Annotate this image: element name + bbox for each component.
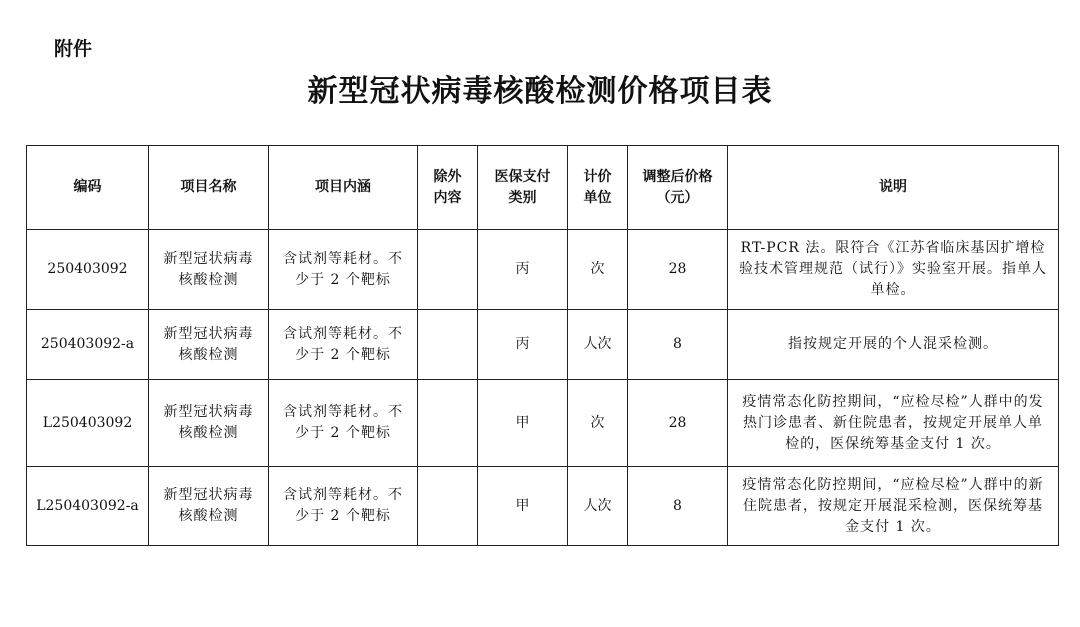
table-row [27, 467, 1059, 546]
code-cell: 250403092 [27, 230, 149, 310]
header-insurance-category: 医保支付 类别 [478, 146, 568, 230]
item-name-cell: 新型冠状病毒核酸检测 [149, 380, 269, 467]
header-unit: 计价 单位 [568, 146, 628, 230]
item-content-cell: 含试剂等耗材。不少于 2 个靶标 [269, 467, 418, 546]
description-cell: RT-PCR 法。限符合《江苏省临床基因扩增检验技术管理规范（试行）》实验室开展。指单人单检。 [728, 230, 1059, 310]
exclusion-cell [418, 310, 478, 380]
header-adjusted-price: 调整后价格 （元） [628, 146, 728, 230]
code-cell: L250403092-a [27, 467, 149, 546]
header-code: 编码 [27, 146, 149, 230]
unit-cell: 次 [568, 380, 628, 467]
table-row [27, 380, 1059, 467]
insurance-category-cell: 丙 [478, 230, 568, 310]
attachment-label: 附件 [54, 38, 93, 60]
item-name-cell: 新型冠状病毒核酸检测 [149, 230, 269, 310]
item-content-cell: 含试剂等耗材。不少于 2 个靶标 [269, 310, 418, 380]
header-item-content: 项目内涵 [269, 146, 418, 230]
description-cell: 疫情常态化防控期间，“应检尽检”人群中的新住院患者，按规定开展混采检测，医保统筹基金支付 1 次。 [728, 467, 1059, 546]
table-row [27, 230, 1059, 310]
price-cell: 8 [628, 310, 728, 380]
table-row [27, 310, 1059, 380]
exclusion-cell [418, 380, 478, 467]
exclusion-cell [418, 467, 478, 546]
header-item-name: 项目名称 [149, 146, 269, 230]
price-cell: 28 [628, 230, 728, 310]
item-content-cell: 含试剂等耗材。不少于 2 个靶标 [269, 230, 418, 310]
code-cell: L250403092 [27, 380, 149, 467]
description-cell: 疫情常态化防控期间，“应检尽检”人群中的发热门诊患者、新住院患者，按规定开展单人单检的，医保统筹基金支付 1 次。 [728, 380, 1059, 467]
insurance-category-cell: 丙 [478, 310, 568, 380]
unit-cell: 人次 [568, 467, 628, 546]
document-title: 新型冠状病毒核酸检测价格项目表 [307, 74, 773, 109]
insurance-category-cell: 甲 [478, 380, 568, 467]
insurance-category-cell: 甲 [478, 467, 568, 546]
table-header-row [27, 146, 1059, 230]
header-exclusion: 除外 内容 [418, 146, 478, 230]
header-description: 说明 [728, 146, 1059, 230]
price-table [26, 145, 1059, 546]
unit-cell: 次 [568, 230, 628, 310]
code-cell: 250403092-a [27, 310, 149, 380]
price-cell: 8 [628, 467, 728, 546]
item-content-cell: 含试剂等耗材。不少于 2 个靶标 [269, 380, 418, 467]
item-name-cell: 新型冠状病毒核酸检测 [149, 310, 269, 380]
item-name-cell: 新型冠状病毒核酸检测 [149, 467, 269, 546]
price-cell: 28 [628, 380, 728, 467]
unit-cell: 人次 [568, 310, 628, 380]
description-cell: 指按规定开展的个人混采检测。 [728, 310, 1059, 380]
exclusion-cell [418, 230, 478, 310]
